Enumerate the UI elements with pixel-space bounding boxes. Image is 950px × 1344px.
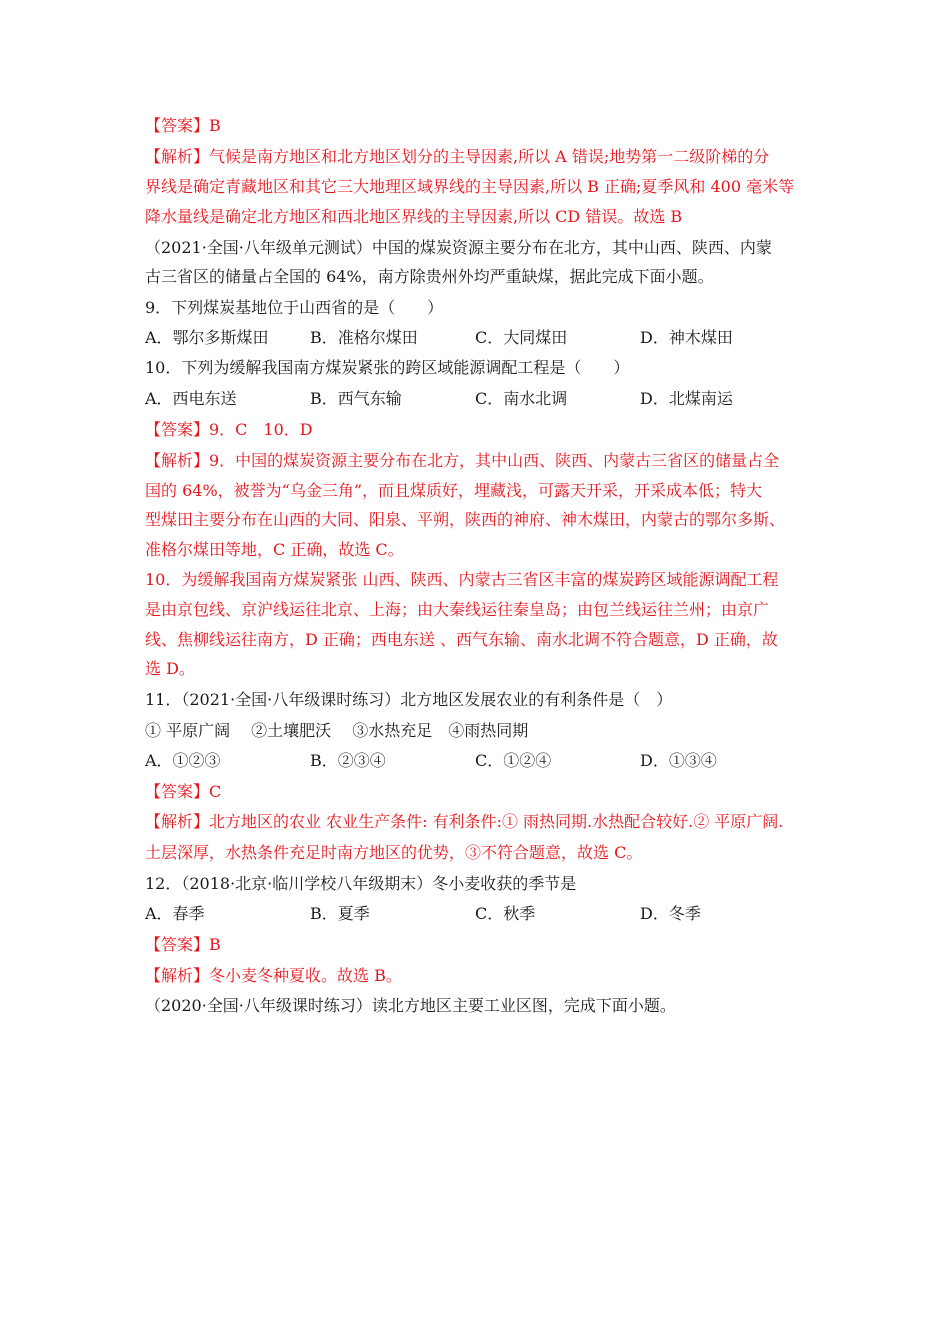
answer-line: 【答案】B — [145, 116, 221, 135]
explanation-line: 土层深厚，水热条件充足时南方地区的优势，③不符合题意，故选 C。 — [145, 843, 643, 862]
explanation-line: 界线是确定青藏地区和其它三大地理区域界线的主导因素,所以 B 正确;夏季风和 400 毫米等 — [145, 177, 795, 196]
answer-line: 【答案】9．C 10．D — [145, 420, 313, 439]
q11-option-a: A．①②③ — [145, 751, 221, 770]
explanation-line: 降水量线是确定北方地区和西北地区界线的主导因素,所以 CD 错误。故选 B — [145, 207, 683, 226]
passage-line: 古三省区的储量占全国的 64%，南方除贵州外均严重缺煤，据此完成下面小题。 — [145, 267, 714, 286]
passage-line: （2021·全国·八年级单元测试）中国的煤炭资源主要分布在北方，其中山西、陕西、内蒙 — [145, 238, 772, 257]
q12-option-d: D．冬季 — [640, 904, 701, 923]
explanation-line: 【解析】北方地区的农业 农业生产条件: 有利条件:① 雨热同期.水热配合较好.② 平原广阔. — [145, 812, 784, 831]
explanation-line: 型煤田主要分布在山西的大同、阳泉、平朔，陕西的神府、神木煤田，内蒙古的鄂尔多斯、 — [145, 510, 786, 529]
explanation-line: 【解析】气候是南方地区和北方地区划分的主导因素,所以 A 错误;地势第一二级阶梯的分 — [145, 147, 770, 166]
explanation-line: 【解析】冬小麦冬种夏收。故选 B。 — [145, 966, 402, 985]
passage-line: （2020·全国·八年级课时练习）读北方地区主要工业区图，完成下面小题。 — [145, 996, 676, 1015]
q12-option-b: B．夏季 — [310, 904, 370, 923]
q12-option-a: A．春季 — [145, 904, 205, 923]
q9-option-a: A．鄂尔多斯煤田 — [145, 328, 269, 347]
question-12: 12．（2018·北京·临川学校八年级期末）冬小麦收获的季节是 — [145, 874, 577, 893]
q10-option-b: B．西气东输 — [310, 389, 402, 408]
answer-line: 【答案】C — [145, 782, 222, 801]
q11-option-c: C．①②④ — [475, 751, 552, 770]
q11-conditions: ① 平原广阔 ②土壤肥沃 ③水热充足 ④雨热同期 — [145, 721, 529, 740]
explanation-line: 选 D。 — [145, 659, 195, 678]
q9-option-c: C．大同煤田 — [475, 328, 568, 347]
q9-option-d: D．神木煤田 — [640, 328, 733, 347]
question-10: 10．下列为缓解我国南方煤炭紧张的跨区域能源调配工程是（ ） — [145, 358, 630, 377]
explanation-line: 准格尔煤田等地，C 正确，故选 C。 — [145, 540, 404, 559]
answer-line: 【答案】B — [145, 935, 221, 954]
question-11: 11．（2021·全国·八年级课时练习）北方地区发展农业的有利条件是（ ） — [145, 690, 673, 709]
explanation-line: 线、焦柳线运往南方，D 正确；西电东送 、西气东输、南水北调不符合题意，D 正确，故 — [145, 630, 778, 649]
q11-option-b: B．②③④ — [310, 751, 386, 770]
explanation-line: 是由京包线、京沪线运往北京、上海；由大秦线运往秦皇岛；由包兰线运往兰州；由京广 — [145, 600, 770, 619]
q12-option-c: C．秋季 — [475, 904, 536, 923]
explanation-line: 国的 64%，被誉为“乌金三角”，而且煤质好，埋藏浅，可露天开采，开采成本低；特大 — [145, 481, 763, 500]
question-9: 9．下列煤炭基地位于山西省的是（ ） — [145, 298, 444, 317]
q10-option-d: D．北煤南运 — [640, 389, 733, 408]
explanation-line: 10．为缓解我国南方煤炭紧张 山西、陕西、内蒙古三省区丰富的煤炭跨区域能源调配工程 — [145, 570, 779, 589]
q10-option-a: A．西电东送 — [145, 389, 237, 408]
explanation-line: 【解析】9．中国的煤炭资源主要分布在北方，其中山西、陕西、内蒙古三省区的储量占全 — [145, 451, 780, 470]
q9-option-b: B．准格尔煤田 — [310, 328, 418, 347]
q11-option-d: D．①③④ — [640, 751, 717, 770]
q10-option-c: C．南水北调 — [475, 389, 568, 408]
